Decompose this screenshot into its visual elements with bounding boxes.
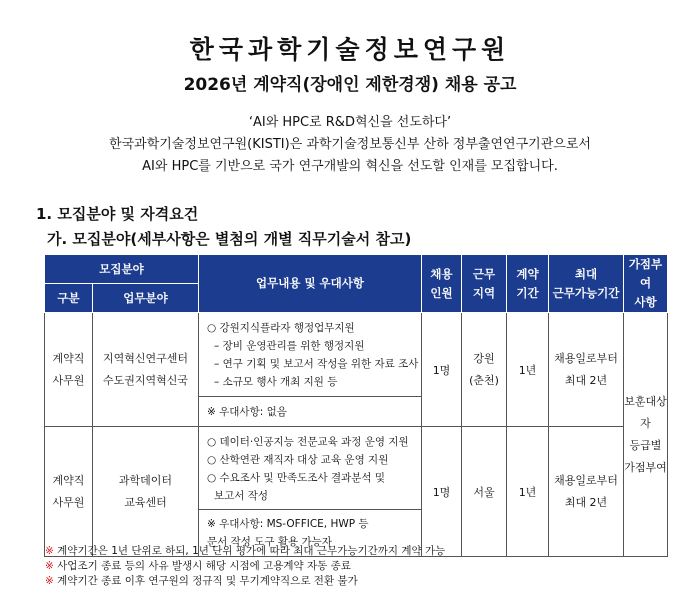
row1-preference: ※ 우대사항: 없음 — [199, 397, 422, 427]
row2-term: 1년 — [507, 427, 549, 557]
row2-location: 서울 — [462, 427, 507, 557]
row2-type: 계약직 사무원 — [45, 427, 93, 557]
footnote-3: ※ 계약기간 종료 이후 연구원의 정규직 및 무기계약직으로 전환 불가 — [45, 575, 358, 587]
row1-count: 1명 — [422, 313, 462, 427]
table-row — [45, 313, 668, 397]
row1-duties: ○ 강원지식플라자 행정업무지원 – 장비 운영관리를 위한 행정지원 – 연구 기획 및 보고서 작성을 위한 자료 조사 – 소규모 행사 개최 지원 등 — [199, 313, 422, 397]
row2-max-period: 채용일로부터 최대 2년 — [549, 427, 624, 557]
header-location: 근무 지역 — [462, 255, 507, 313]
header-max-period: 최대 근무가능기간 — [549, 255, 624, 313]
header-bonus: 가점부여 사항 — [624, 255, 668, 313]
section-subheading-1a: 가. 모집분야(세부사항은 별첨의 개별 직무기술서 참고) — [47, 230, 412, 248]
footnote-1: ※ 계약기간은 1년 단위로 하되, 1년 단위 평가에 따라 최대 근무가능기간까지 계약 가능 — [45, 545, 446, 557]
row2-preference: ※ 우대사항: MS-OFFICE, HWP 등 문서 작성 도구 활용 가능자 — [199, 510, 422, 557]
row1-term: 1년 — [507, 313, 549, 427]
intro-line-1: 한국과학기술정보연구원(KISTI)은 과학기술정보통신부 산하 정부출연연구기관으로서 — [109, 137, 591, 152]
footnote-2: ※ 사업조기 종료 등의 사유 발생시 해당 시점에 고용계약 자동 종료 — [45, 560, 351, 572]
row2-count: 1명 — [422, 427, 462, 557]
footnotes — [45, 544, 445, 589]
section-heading-1: 1. 모집분야 및 자격요건 — [36, 205, 199, 223]
header-term: 계약 기간 — [507, 255, 549, 313]
recruitment-table — [44, 254, 668, 557]
intro-line-2: AI와 HPC를 기반으로 국가 연구개발의 혁신을 선도할 인재를 모집합니다. — [142, 159, 558, 174]
bonus-cell: 보훈대상자 등급별 가점부여 — [624, 313, 668, 557]
header-field-group: 모집분야 — [45, 255, 199, 284]
page-title: 한국과학기술정보연구원 — [189, 35, 511, 64]
row1-dept: 지역혁신연구센터 수도권지역혁신국 — [93, 313, 199, 427]
row1-location: 강원 (춘천) — [462, 313, 507, 427]
row2-duties: ○ 데이터·인공지능 전문교육 과정 운영 지원 ○ 산학연관 재직자 대상 교육 운영 지원 ○ 수요조사 및 만족도조사 결과분석 및 보고서 작성 — [199, 427, 422, 510]
header-type: 구분 — [45, 284, 93, 313]
intro-paragraph — [0, 134, 700, 178]
row2-dept: 과학데이터 교육센터 — [93, 427, 199, 557]
row1-type: 계약직 사무원 — [45, 313, 93, 427]
page-subtitle: 2026년 계약직(장애인 제한경쟁) 채용 공고 — [183, 75, 517, 95]
header-dept: 업무분야 — [93, 284, 199, 313]
row1-max-period: 채용일로부터 최대 2년 — [549, 313, 624, 427]
header-count: 채용 인원 — [422, 255, 462, 313]
header-duty: 업무내용 및 우대사항 — [199, 255, 422, 313]
table-row — [45, 427, 668, 510]
slogan: ‘AI와 HPC로 R&D혁신을 선도하다’ — [248, 115, 452, 130]
